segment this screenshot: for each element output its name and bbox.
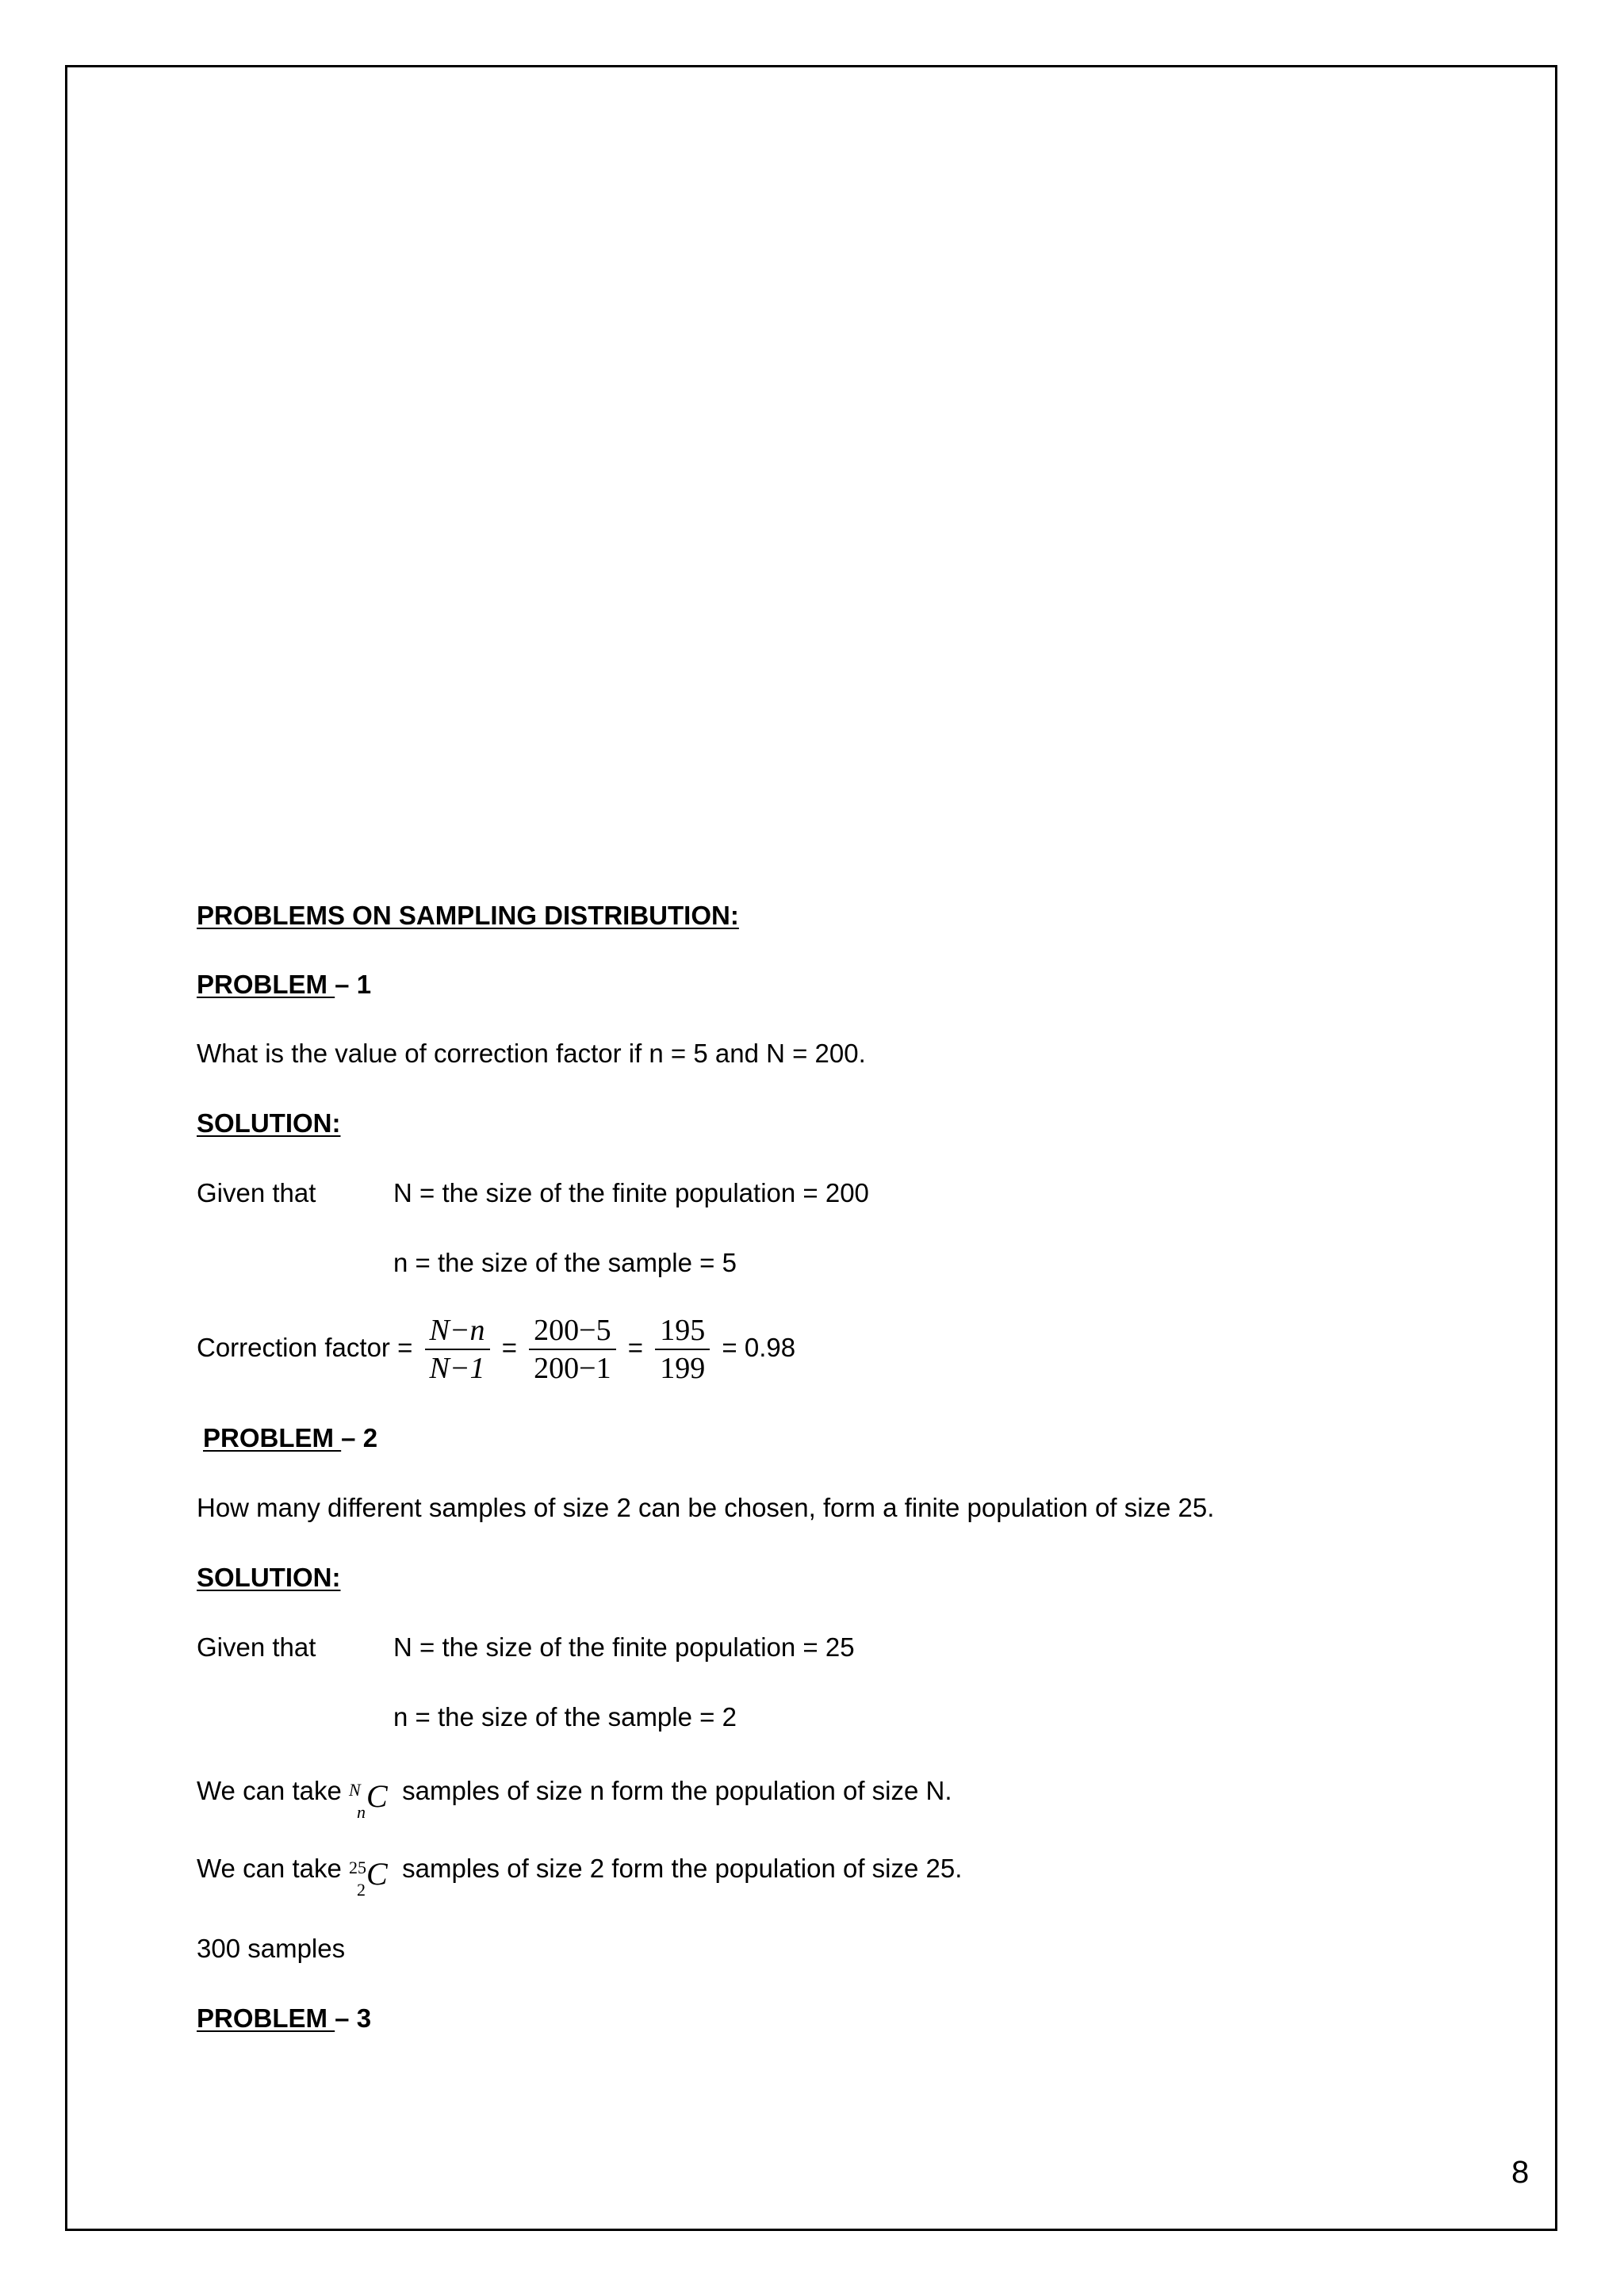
- page-border: [65, 65, 1557, 2231]
- combination-subscript: n: [357, 1802, 366, 1823]
- equals-sign: =: [501, 1333, 517, 1362]
- problem-1-label: PROBLEM: [197, 970, 335, 999]
- fraction-substituted-denominator: 200−1: [534, 1352, 611, 1386]
- fraction-symbolic-denominator: N−1: [429, 1352, 485, 1386]
- problem-2-given-population: N = the size of the finite population = 25: [393, 1632, 855, 1662]
- equals-sign: =: [627, 1333, 644, 1362]
- problem-1-given-label: Given that: [197, 1178, 316, 1207]
- problem-2-given-sample: n = the size of the sample = 2: [393, 1702, 737, 1732]
- fraction-substituted: [529, 1312, 615, 1387]
- combination-letter: C: [366, 1856, 388, 1892]
- fraction-substituted-numerator: 200−5: [529, 1312, 615, 1350]
- fraction-symbolic: [425, 1312, 490, 1387]
- problem-1-given-population: N = the size of the finite population = 200: [393, 1178, 869, 1207]
- problem-3-title: [197, 2003, 371, 2034]
- take-general-suffix: samples of size n form the population of size N.: [402, 1776, 952, 1805]
- problem-2-answer: 300 samples: [197, 1934, 346, 1963]
- combination-symbol-general: [349, 1774, 395, 1823]
- problem-3-label: PROBLEM: [197, 2003, 335, 2033]
- correction-factor-equation: [197, 1310, 795, 1387]
- problem-3-number: – 3: [335, 2003, 372, 2033]
- fraction-simplified-denominator: 199: [660, 1352, 706, 1386]
- combination-statement-general: [197, 1770, 952, 1823]
- take-prefix: We can take: [197, 1854, 342, 1883]
- problem-2-question: How many different samples of size 2 can be chosen, form a finite population of size 25.: [197, 1493, 1215, 1522]
- section-heading: PROBLEMS ON SAMPLING DISTRIBUTION:: [197, 901, 739, 930]
- page-number: 8: [1511, 2155, 1530, 2190]
- combination-superscript: N: [349, 1780, 361, 1800]
- problem-2-number: – 2: [341, 1423, 378, 1452]
- fraction-simplified-numerator: 195: [655, 1312, 710, 1350]
- take-specific-suffix: samples of size 2 form the population of size 25.: [402, 1854, 963, 1883]
- combination-statement-specific: [197, 1847, 963, 1900]
- problem-1-question: What is the value of correction factor if n = 5 and N = 200.: [197, 1039, 866, 1068]
- combination-subscript: 2: [357, 1880, 366, 1900]
- problem-1-given-sample: n = the size of the sample = 5: [393, 1248, 737, 1277]
- combination-letter: C: [366, 1778, 388, 1815]
- combination-superscript: 25: [349, 1858, 366, 1878]
- combination-symbol-specific: [349, 1851, 395, 1900]
- fraction-simplified: [655, 1312, 710, 1387]
- correction-factor-result: = 0.98: [722, 1333, 796, 1362]
- take-prefix: We can take: [197, 1776, 342, 1805]
- problem-1-number: – 1: [335, 970, 372, 999]
- fraction-symbolic-numerator: N−n: [425, 1312, 490, 1350]
- problem-2-solution-label: SOLUTION:: [197, 1563, 341, 1592]
- problem-1-solution-label: SOLUTION:: [197, 1108, 341, 1138]
- correction-factor-label: Correction factor =: [197, 1333, 413, 1362]
- problem-2-title: [203, 1422, 377, 1454]
- problem-1-title: [197, 969, 371, 1001]
- problem-2-label: PROBLEM: [203, 1423, 342, 1452]
- problem-2-given-label: Given that: [197, 1632, 316, 1662]
